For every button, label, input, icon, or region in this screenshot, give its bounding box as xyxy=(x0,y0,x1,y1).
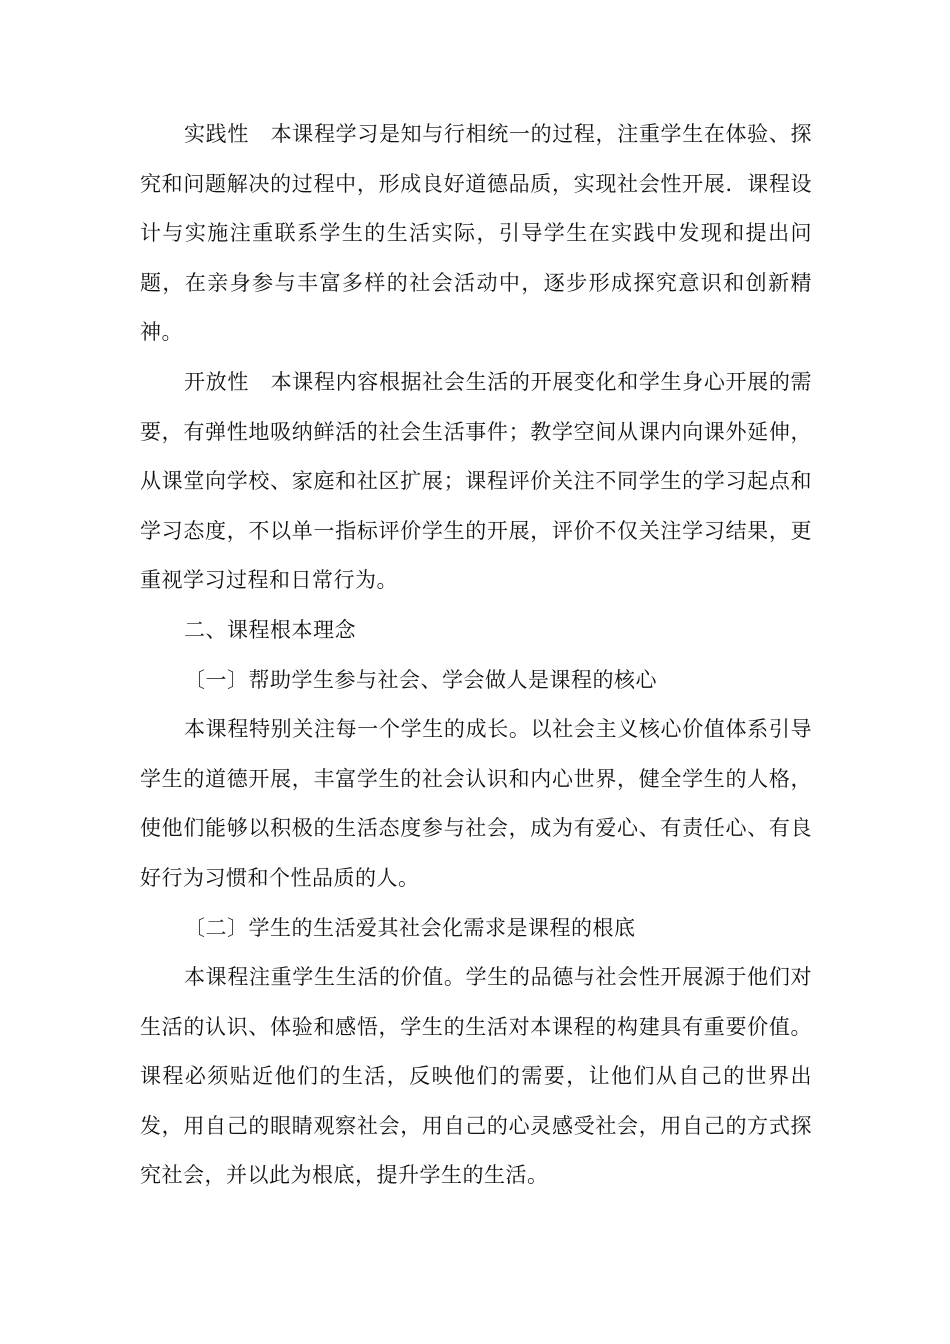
paragraph-foundation: 本课程注重学生生活的价值。学生的品德与社会性开展源于他们对生活的认识、体验和感悟，学生的生活对本课程的构建具有重要价值。课程必须贴近他们的生活，反映他们的需要，让他们从自己的世界出发，用自己的眼睛观察社会，用自己的心灵感受社会，用自己的方式探究社会，并以此为根底，提升学生的生活。 xyxy=(140,965,812,1188)
paragraph-practicality: 实践性 本课程学习是知与行相统一的过程，注重学生在体验、探究和问题解决的过程中，形成良好道德品质，实现社会性开展．课程设计与实施注重联系学生的生活实际，引导学生在实践中发现和提出问题，在亲身参与丰富多样的社会活动中，逐步形成探究意识和创新精神。 xyxy=(140,122,812,345)
subheading-foundation: 〔二〕学生的生活爱其社会化需求是课程的根底 xyxy=(184,915,636,940)
section-heading-basic-concepts: 二、课程根本理念 xyxy=(184,617,356,642)
subheading-core: 〔一〕帮助学生参与社会、学会做人是课程的核心 xyxy=(184,667,657,692)
document-body xyxy=(140,110,812,1201)
paragraph-openness: 开放性 本课程内容根据社会生活的开展变化和学生身心开展的需要，有弹性地吸纳鲜活的社会生活事件；教学空间从课内向课外延伸，从课堂向学校、家庭和社区扩展；课程评价关注不同学生的学习起点和学习态度，不以单一指标评价学生的开展，评价不仅关注学习结果，更重视学习过程和日常行为。 xyxy=(140,369,812,593)
paragraph-core: 本课程特别关注每一个学生的成长。以社会主义核心价值体系引导学生的道德开展，丰富学生的社会认识和内心世界，健全学生的人格，使他们能够以积极的生活态度参与社会，成为有爱心、有责任心、有良好行为习惯和个性品质的人。 xyxy=(140,717,812,890)
